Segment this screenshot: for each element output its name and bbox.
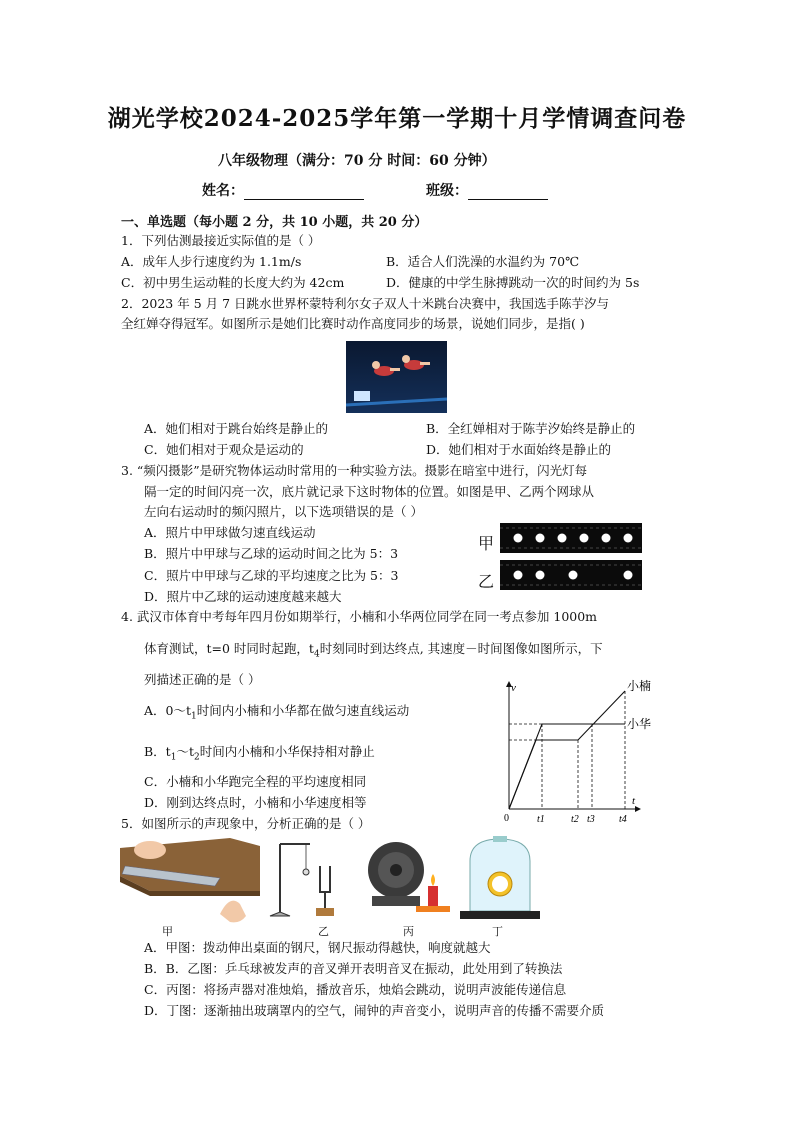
- name-field[interactable]: [202, 180, 364, 200]
- q5-stem: 5．如图所示的声现象中，分析正确的是（ ）: [121, 816, 371, 831]
- q1-option-d[interactable]: D．健康的中学生脉搏跳动一次的时间约为 5s: [386, 275, 640, 290]
- class-blank[interactable]: [468, 183, 548, 200]
- q3-option-a[interactable]: A．照片中甲球做匀速直线运动: [144, 525, 316, 540]
- section-heading: 一、单选题（每小题 2 分，共 10 小题，共 20 分）: [121, 215, 428, 230]
- q3-stem-line1: 3. “频闪摄影”是研究物体运动时常用的一种实验方法。摄影在暗室中进行，闪光灯每: [121, 463, 588, 478]
- q2-option-a[interactable]: A．她们相对于跳台始终是静止的: [144, 421, 329, 436]
- q5-option-a[interactable]: A．甲图：拨动伸出桌面的钢尺，钢尺振动得越快，响度就越大: [144, 940, 491, 955]
- fig-label-yi: 乙: [318, 925, 329, 938]
- q5-option-c[interactable]: C．丙图：将扬声器对准烛焰，播放音乐，烛焰会跳动，说明声波能传递信息: [144, 982, 567, 997]
- q1-option-b[interactable]: B．适合人们洗澡的水温约为 70℃: [386, 254, 580, 269]
- line-nan: [509, 691, 625, 809]
- q4-stem-line2: [144, 639, 603, 665]
- q4-b-post: 时间内小楠和小华保持相对静止: [199, 744, 375, 759]
- name-blank[interactable]: [244, 183, 364, 200]
- v-axis-label: v: [511, 682, 516, 694]
- q3-option-b[interactable]: B．照片中甲球与乙球的运动时间之比为 5：3: [144, 546, 399, 561]
- q4-stem-line2b: 时刻同时到达终点, 其速度－时间图像如图所示，下: [319, 641, 603, 656]
- q4-b-pre: B．t: [144, 744, 171, 759]
- q2-option-d[interactable]: D．她们相对于水面始终是静止的: [426, 442, 612, 457]
- page-subtitle: 八年级物理（满分：70 分 时间：60 分钟）: [218, 153, 496, 169]
- figure-jia-ruler: [120, 838, 260, 922]
- q4-a-sub: 1: [191, 711, 197, 722]
- q4-option-c[interactable]: C．小楠和小华跑完全程的平均速度相同: [144, 774, 367, 789]
- diving-photo: [346, 341, 447, 413]
- origin-label: 0: [504, 813, 509, 824]
- q4-option-b[interactable]: [144, 742, 375, 768]
- fig-label-jia: 甲: [162, 925, 173, 938]
- q4-a-pre: A．0～t: [144, 703, 192, 718]
- strobe-label-yi: 乙: [478, 572, 495, 591]
- q3-stem-line2: 隔一定的时间闪亮一次，底片就记录下这时物体的位置。如图是甲、乙两个网球从: [144, 484, 595, 499]
- q4-option-a[interactable]: [144, 701, 409, 727]
- class-label: 班级：: [426, 183, 468, 199]
- tick-t4: t4: [619, 814, 627, 824]
- q4-option-d[interactable]: D．刚到达终点时，小楠和小华速度相等: [144, 795, 367, 810]
- name-label: 姓名：: [202, 183, 244, 199]
- q3-option-d[interactable]: D．照片中乙球的运动速度越来越大: [144, 589, 342, 604]
- tick-t2: t2: [571, 814, 579, 824]
- q4-a-post: 时间内小楠和小华都在做匀速直线运动: [196, 703, 410, 718]
- q2-option-c[interactable]: C．她们相对于观众是运动的: [144, 442, 304, 457]
- strobe-photo: [500, 520, 642, 592]
- label-hua: 小华: [627, 717, 652, 731]
- tick-t3: t3: [587, 814, 595, 824]
- q2-option-b[interactable]: B．全红婵相对于陈芋汐始终是静止的: [426, 421, 636, 436]
- figure-yi-tuning-fork: [270, 844, 334, 916]
- fig-label-ding: 丁: [492, 925, 503, 938]
- q4-b-sub1: 1: [170, 752, 177, 763]
- figure-bing-speaker-candle: [368, 842, 450, 912]
- sound-figures: [120, 836, 540, 936]
- t-axis-label: t: [632, 795, 636, 807]
- q3-option-c[interactable]: C．照片中甲球与乙球的平均速度之比为 5：3: [144, 568, 399, 583]
- q1-option-a[interactable]: A．成年人步行速度约为 1.1m/s: [121, 254, 302, 269]
- page-title: 湖光学校2024-2025学年第一学期十月学情调查问卷: [107, 105, 687, 132]
- class-field[interactable]: [426, 180, 548, 200]
- q3-stem-line3: 左向右运动时的频闪照片，以下选项错误的是（ ）: [144, 504, 423, 519]
- q5-option-b[interactable]: B．B．乙图：乒乓球被发声的音叉弹开表明音叉在振动，此处用到了转换法: [144, 961, 563, 976]
- label-nan: 小楠: [627, 679, 652, 693]
- q4-stem-line1: 4. 武汉市体育中考每年四月份如期举行，小楠和小华两位同学在同一考点参加 1000m: [121, 609, 598, 624]
- q4-stem-line2a: 体育测试，t=0 时同时起跑，t: [144, 641, 314, 656]
- q5-option-d[interactable]: D．丁图：逐渐抽出玻璃罩内的空气，闹钟的声音变小，说明声音的传播不需要介质: [144, 1003, 605, 1018]
- strobe-label-jia: 甲: [478, 534, 495, 553]
- velocity-time-graph: [498, 676, 664, 824]
- q4-stem-line3: 列描述正确的是（ ）: [144, 672, 261, 687]
- q4-b-sub2: 2: [193, 752, 200, 763]
- tick-t1: t1: [537, 814, 545, 824]
- figure-ding-bell-jar: [460, 836, 540, 919]
- line-hua: [509, 724, 625, 809]
- fig-label-bing: 丙: [403, 925, 414, 938]
- q2-stem-line2: 全红婵夺得冠军。如图所示是她们比赛时动作高度同步的场景，说她们同步，是指( ): [121, 316, 585, 331]
- q1-option-c[interactable]: C．初中男生运动鞋的长度大约为 42cm: [121, 275, 345, 290]
- q1-stem: 1．下列估测最接近实际值的是（ ）: [121, 233, 321, 248]
- q4-sub-4: 4: [313, 649, 320, 660]
- q4-b-mid: ～t: [176, 744, 194, 759]
- q2-stem-line1: 2．2023 年 5 月 7 日跳水世界杯蒙特利尔女子双人十米跳台决赛中，我国选手陈芋汐与: [121, 296, 610, 311]
